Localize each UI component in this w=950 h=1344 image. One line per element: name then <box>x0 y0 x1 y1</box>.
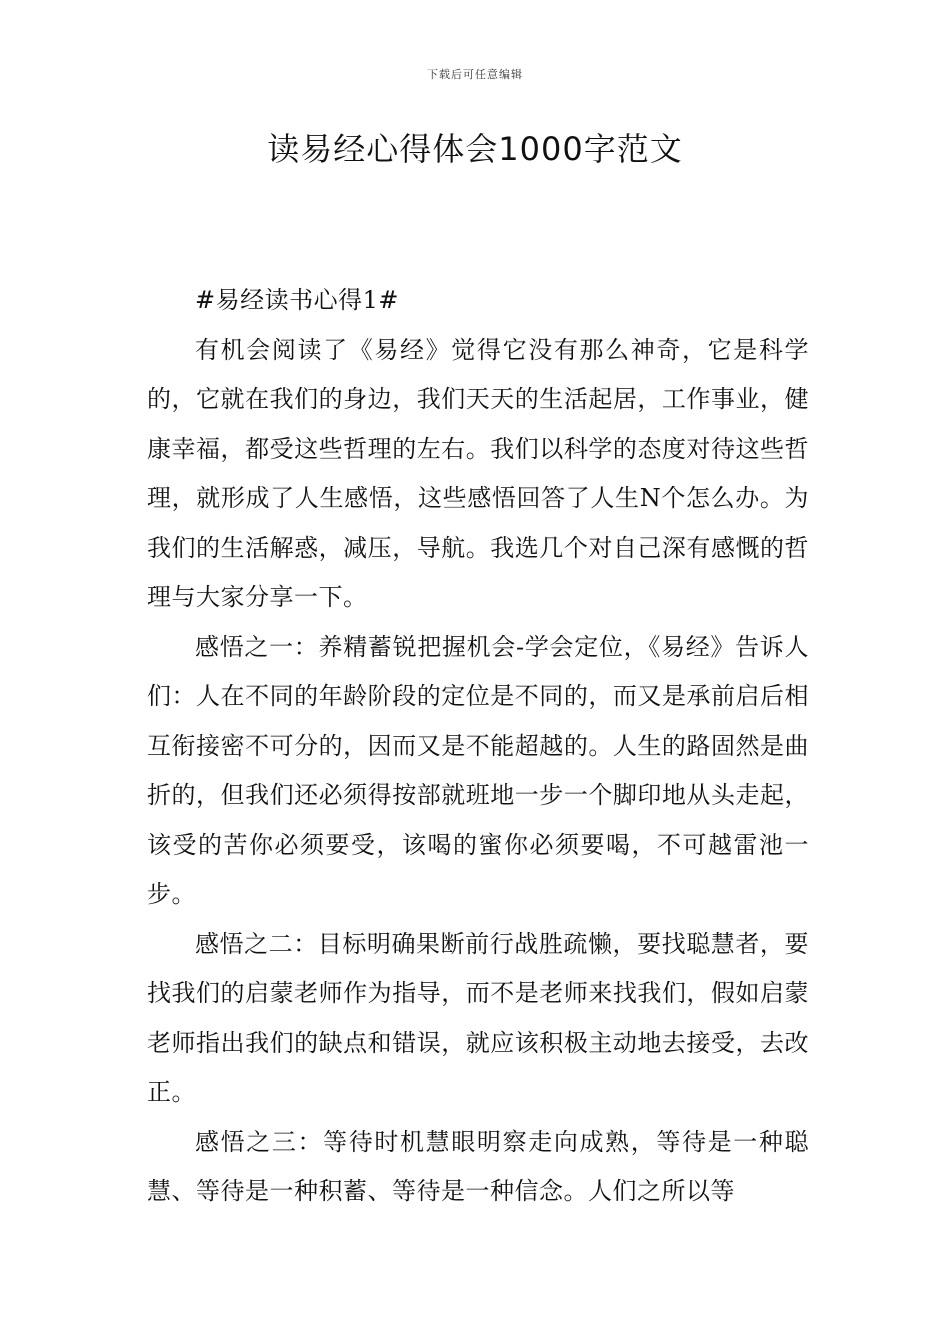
paragraph-insight-1: 感悟之一：养精蓄锐把握机会-学会定位，《易经》告诉人们：人在不同的年龄阶段的定位是不同的，而又是承前启后相互衔接密不可分的，因而又是不能超越的。人生的路固然是曲折的，但我们还必须得按部就班地一步一个脚印地从头走起，该受的苦你必须要受，该喝的蜜你必须要喝，不可越雷池一步。 <box>147 632 809 908</box>
paragraph-heading: #易经读书心得1# <box>195 286 399 314</box>
paragraph-insight-2: 感悟之二：目标明确果断前行战胜疏懒，要找聪慧者，要找我们的启蒙老师作为指导，而不是老师来找我们，假如启蒙老师指出我们的缺点和错误，就应该积极主动地去接受，去改正。 <box>147 929 809 1106</box>
paragraph-intro: 有机会阅读了《易经》觉得它没有那么神奇，它是科学的，它就在我们的身边，我们天天的生活起居，工作事业，健康幸福，都受这些哲理的左右。我们以科学的态度对待这些哲理，就形成了人生感悟，这些感悟回答了人生N个怎么办。为我们的生活解惑，减压，导航。我选几个对自己深有感慨的哲理与大家分享一下。 <box>147 335 809 611</box>
header-note: 下载后可任意编辑 <box>427 68 523 81</box>
document-title: 读易经心得体会1000字范文 <box>267 130 683 168</box>
document-body <box>147 276 809 1217</box>
paragraph-insight-3: 感悟之三：等待时机慧眼明察走向成熟，等待是一种聪慧、等待是一种积蓄、等待是一种信念。人们之所以等 <box>147 1127 809 1205</box>
